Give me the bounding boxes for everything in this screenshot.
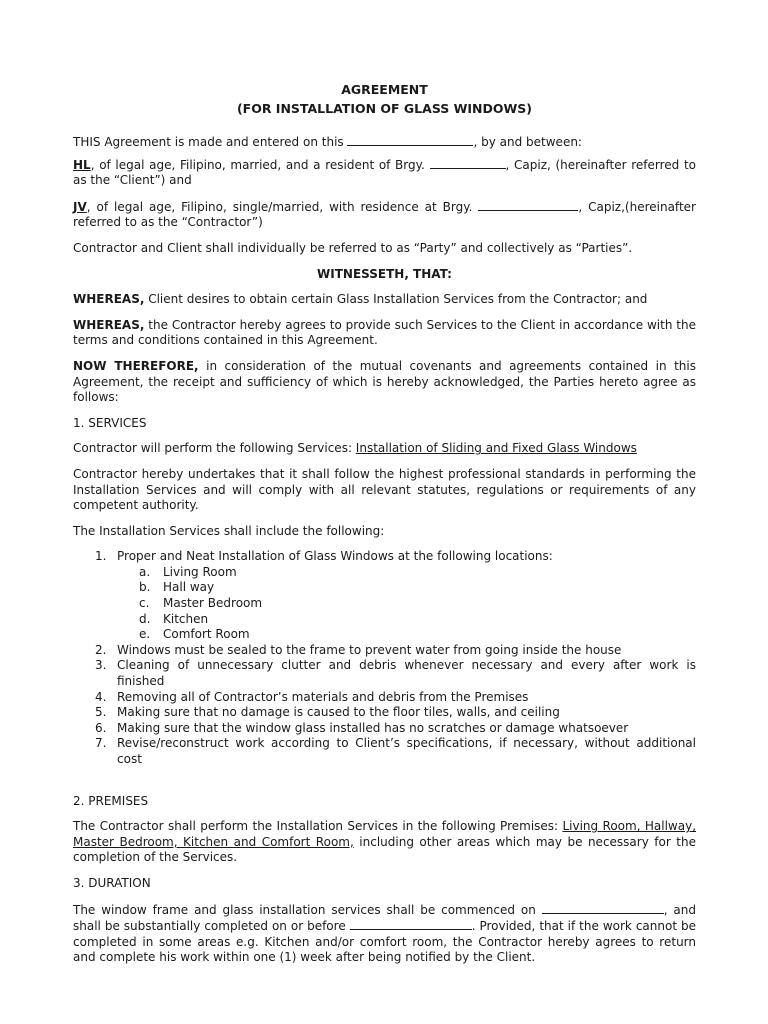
premises-heading: 2. PREMISES	[73, 793, 149, 808]
location-text: Master Bedroom	[163, 596, 263, 611]
contractor-paragraph	[73, 199, 696, 231]
premises-text-end: including other areas which may be necessary for the completion of the Services.	[73, 834, 696, 865]
intro-text-end: , by and between:	[473, 135, 582, 149]
now-therefore-label: NOW THEREFORE,	[73, 358, 199, 373]
services-undertake-paragraph: Contractor hereby undertakes that it shall follow the highest professional standards in performing the Installation Services and will comply with all relevant statutes, regulations or requirements of any competent authority.	[73, 466, 696, 513]
premises-underlined: Living Room, Hallway, Master Bedroom, Kitchen and Comfort Room,	[73, 819, 697, 849]
whereas-2-text: the Contractor hereby agrees to provide such Services to the Client in accordance with the terms and conditions contained in this Agreement.	[73, 317, 696, 348]
list-item	[73, 705, 696, 721]
contractor-name: JV	[73, 199, 87, 214]
list-item-text: Removing all of Contractor’s materials and debris from the Premises	[117, 689, 529, 704]
location-text: Kitchen	[163, 611, 209, 626]
intro-paragraph	[73, 134, 696, 151]
client-paragraph	[73, 157, 696, 189]
services-include-paragraph: The Installation Services shall include the following:	[73, 523, 385, 538]
list-item-number: 7.	[95, 736, 107, 751]
whereas-2-label: WHEREAS,	[73, 317, 145, 332]
list-item-number: 1.	[95, 549, 107, 564]
list-item-text: Making sure that no damage is caused to the floor tiles, walls, and ceiling	[117, 705, 560, 720]
premises-text: The Contractor shall perform the Installation Services in the following Premises:	[73, 819, 563, 834]
client-text-end: , Capiz, (hereinafter referred to as the “Client”) and	[73, 157, 696, 188]
list-item	[73, 658, 696, 689]
commence-date-blank	[542, 902, 664, 914]
contractor-text-end: , Capiz,(hereinafter referred to as the “Contractor”)	[73, 199, 696, 230]
whereas-1-label: WHEREAS,	[73, 292, 145, 307]
premises-paragraph	[73, 819, 696, 866]
list-item-number: 4.	[95, 689, 107, 704]
completion-date-blank	[350, 918, 472, 930]
duration-text-1: The window frame and glass installation services shall be commenced on	[73, 902, 536, 917]
services-perform-underlined: Installation of Sliding and Fixed Glass Windows	[355, 441, 637, 456]
list-item-text: Revise/reconstruct work according to Client’s specifications, if necessary, without additional cost	[117, 736, 696, 766]
location-text: Hall way	[163, 580, 215, 595]
list-item	[73, 721, 696, 737]
location-item	[73, 596, 696, 612]
list-item-number: 2.	[95, 642, 107, 657]
list-item-text: Cleaning of unnecessary clutter and debris whenever necessary and every after work is finished	[117, 658, 696, 689]
locations-list	[73, 565, 696, 643]
date-blank	[347, 134, 473, 146]
services-perform-text: Contractor will perform the following Services:	[73, 441, 356, 456]
location-letter: a.	[139, 564, 151, 579]
duration-heading: 3. DURATION	[73, 875, 151, 890]
client-text: , of legal age, Filipino, married, and a resident of Brgy.	[90, 157, 425, 172]
intro-text: THIS Agreement is made and entered on this	[73, 135, 344, 149]
now-therefore-paragraph	[73, 359, 696, 406]
services-perform-paragraph	[73, 441, 696, 457]
services-heading: 1. SERVICES	[73, 415, 147, 430]
duration-paragraph	[73, 902, 696, 966]
duration-text-3: . Provided, that if the work cannot be completed in some areas e.g. Kitchen and/or comfort room, the Contractor hereby agrees to return and complete his work within one (1) week after being notified by the Client.	[73, 919, 697, 965]
parties-paragraph: Contractor and Client shall individually be referred to as “Party” and collectively as “Parties”.	[73, 240, 633, 255]
title-line-1: AGREEMENT	[341, 82, 428, 97]
list-item	[73, 549, 696, 643]
title-line-2: (FOR INSTALLATION OF GLASS WINDOWS)	[236, 101, 533, 116]
client-brgy-blank	[430, 157, 506, 169]
list-item	[73, 736, 696, 767]
services-list	[73, 549, 696, 767]
location-letter: e.	[139, 627, 151, 642]
witnesseth-heading: WITNESSETH, THAT:	[317, 266, 452, 281]
list-item-number: 5.	[95, 705, 107, 720]
document-body	[73, 80, 696, 966]
client-name: HL	[73, 157, 91, 172]
whereas-1-text: Client desires to obtain certain Glass Installation Services from the Contractor; and	[144, 292, 648, 307]
list-item-text: Proper and Neat Installation of Glass Windows at the following locations:	[117, 549, 553, 564]
list-item-number: 6.	[95, 720, 107, 735]
whereas-1-paragraph	[73, 292, 696, 308]
location-letter: c.	[139, 596, 150, 611]
contractor-text: , of legal age, Filipino, single/married, with residence at Brgy.	[86, 199, 473, 214]
location-item	[73, 565, 696, 581]
list-item-text: Windows must be sealed to the frame to prevent water from going inside the house	[117, 642, 622, 657]
location-text: Comfort Room	[163, 627, 250, 642]
location-letter: d.	[139, 611, 151, 626]
contractor-brgy-blank	[478, 199, 578, 211]
duration-text-2: , and shall be substantially completed on or before	[73, 902, 696, 934]
whereas-2-paragraph	[73, 318, 696, 349]
location-item	[73, 580, 696, 596]
list-item	[73, 690, 696, 706]
list-item-number: 3.	[95, 658, 107, 673]
location-letter: b.	[139, 580, 151, 595]
location-item	[73, 612, 696, 628]
now-therefore-text: in consideration of the mutual covenants and agreements contained in this Agreement, the receipt and sufficiency of which is hereby acknowledged, the Parties hereto agree as follows:	[73, 358, 696, 405]
list-item	[73, 643, 696, 659]
list-item-text: Making sure that the window glass installed has no scratches or damage whatsoever	[117, 720, 629, 735]
location-item	[73, 627, 696, 643]
location-text: Living Room	[163, 564, 237, 579]
